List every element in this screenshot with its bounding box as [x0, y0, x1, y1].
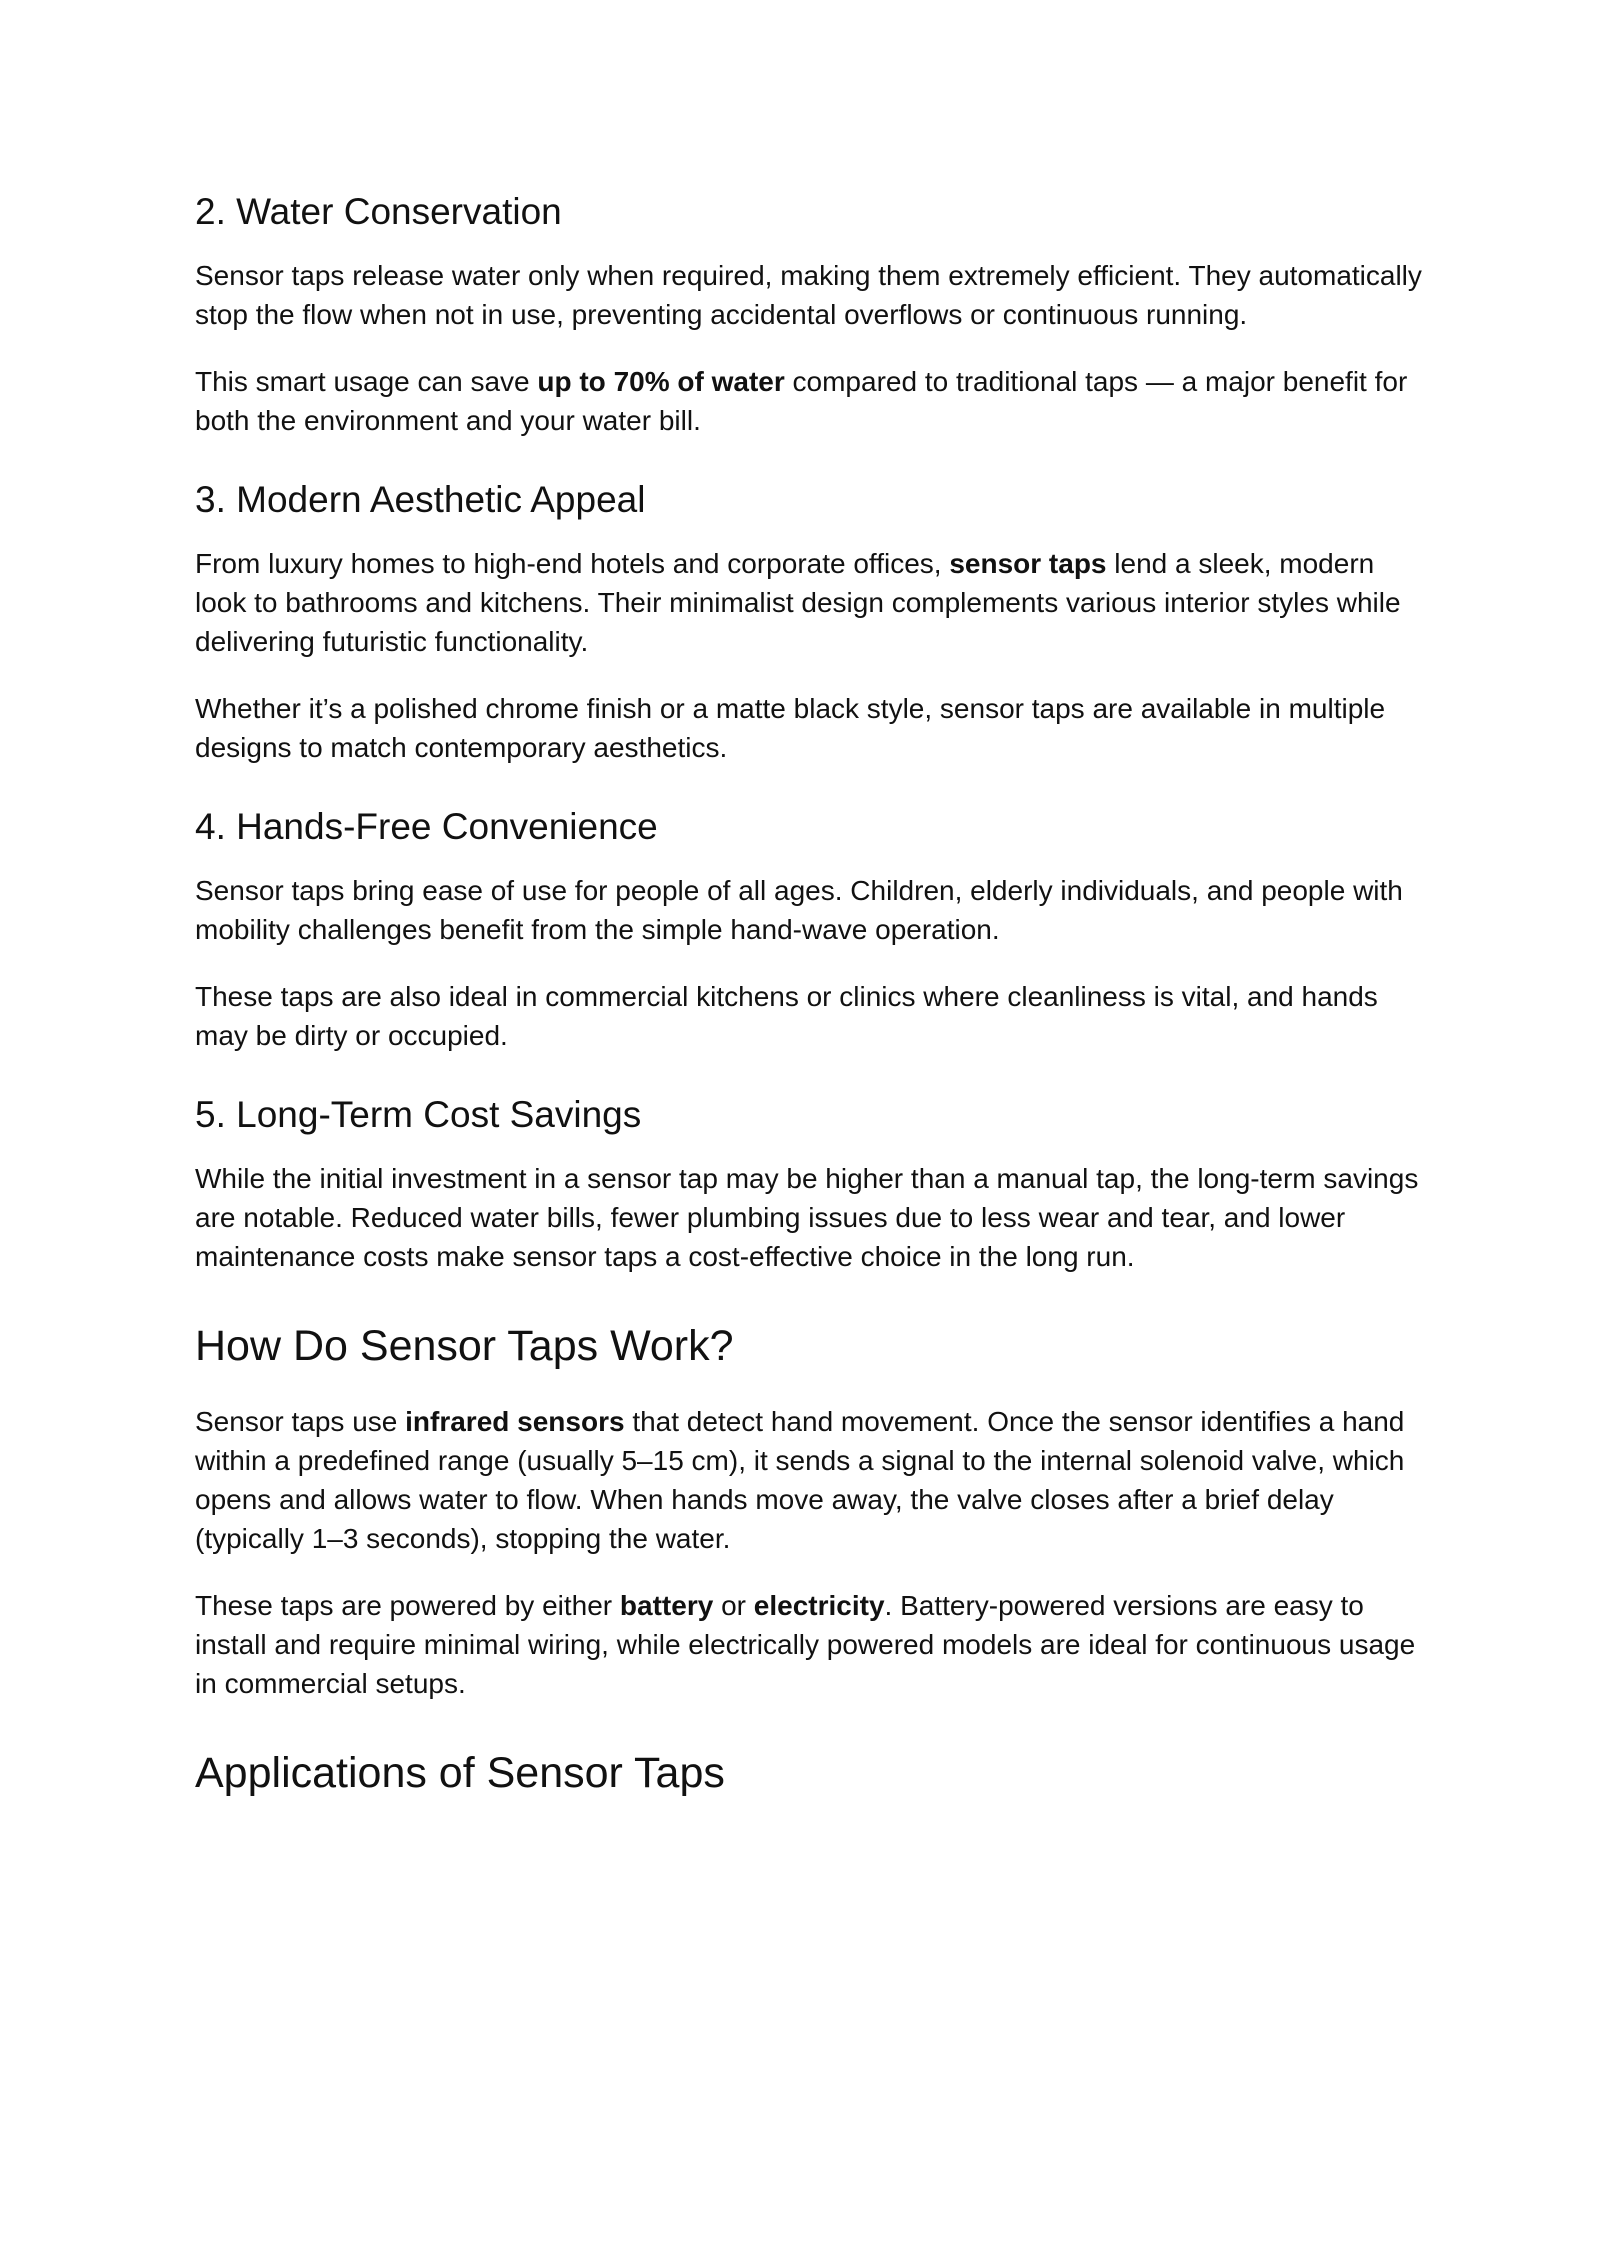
section-heading-applications: Applications of Sensor Taps: [195, 1749, 725, 1797]
bold-text: sensor taps: [949, 548, 1107, 579]
section-heading-hands-free: 4. Hands-Free Convenience: [195, 806, 658, 847]
paragraph-aesthetic-1: [195, 544, 1425, 661]
text-run: These taps are powered by either: [195, 1590, 620, 1621]
bold-text: infrared sensors: [405, 1406, 625, 1437]
paragraph-cost-1: While the initial investment in a sensor tap may be higher than a manual tap, the long-term savings are notable. Reduced water bills, fewer plumbing issues due to less wear and tear, and lower maintenance costs make sensor taps a cost-effective choice in the long run.: [195, 1163, 1419, 1272]
bold-text: electricity: [753, 1590, 885, 1621]
bold-text: up to 70% of water: [537, 366, 785, 397]
text-run: . Battery-powered versions are easy to install and require minimal wiring, while electrically powered models are ideal for continuous usage in commercial setups.: [195, 1590, 1416, 1699]
paragraph-water-1: Sensor taps release water only when required, making them extremely efficient. They automatically stop the flow when not in use, preventing accidental overflows or continuous running.: [195, 260, 1422, 330]
section-heading-how-it-works: How Do Sensor Taps Work?: [195, 1322, 734, 1370]
text-run: From luxury homes to high-end hotels and corporate offices,: [195, 548, 950, 579]
paragraph-handsfree-1: Sensor taps bring ease of use for people of all ages. Children, elderly individuals, and people with mobility challenges benefit from the simple hand-wave operation.: [195, 875, 1403, 945]
text-run: that detect hand movement. Once the sensor identifies a hand within a predefined range (usually 5–15 cm), it sends a signal to the internal solenoid valve, which opens and allows water to flow. When hands move away, the valve closes after a brief delay (typically 1–3 seconds), stopping the water.: [195, 1406, 1405, 1554]
bold-text: battery: [619, 1590, 714, 1621]
text-run: Sensor taps use: [195, 1406, 406, 1437]
paragraph-handsfree-2: These taps are also ideal in commercial kitchens or clinics where cleanliness is vital, and hands may be dirty or occupied.: [195, 981, 1378, 1051]
paragraph-how-1: [195, 1402, 1425, 1558]
section-heading-aesthetic: 3. Modern Aesthetic Appeal: [195, 479, 646, 520]
section-heading-cost-savings: 5. Long-Term Cost Savings: [195, 1094, 642, 1135]
paragraph-aesthetic-2: Whether it’s a polished chrome finish or a matte black style, sensor taps are available in multiple designs to match contemporary aesthetics.: [195, 693, 1386, 763]
paragraph-water-2: [195, 362, 1425, 440]
text-run: or: [713, 1590, 754, 1621]
text-run: compared to traditional taps — a major benefit for both the environment and your water bill.: [195, 366, 1408, 436]
paragraph-how-2: [195, 1586, 1425, 1703]
text-run: This smart usage can save: [195, 366, 538, 397]
document-page: [195, 190, 1425, 1799]
section-heading-water-conservation: 2. Water Conservation: [195, 191, 562, 232]
text-run: lend a sleek, modern look to bathrooms and kitchens. Their minimalist design complements various interior styles while delivering futuristic functionality.: [195, 548, 1401, 657]
